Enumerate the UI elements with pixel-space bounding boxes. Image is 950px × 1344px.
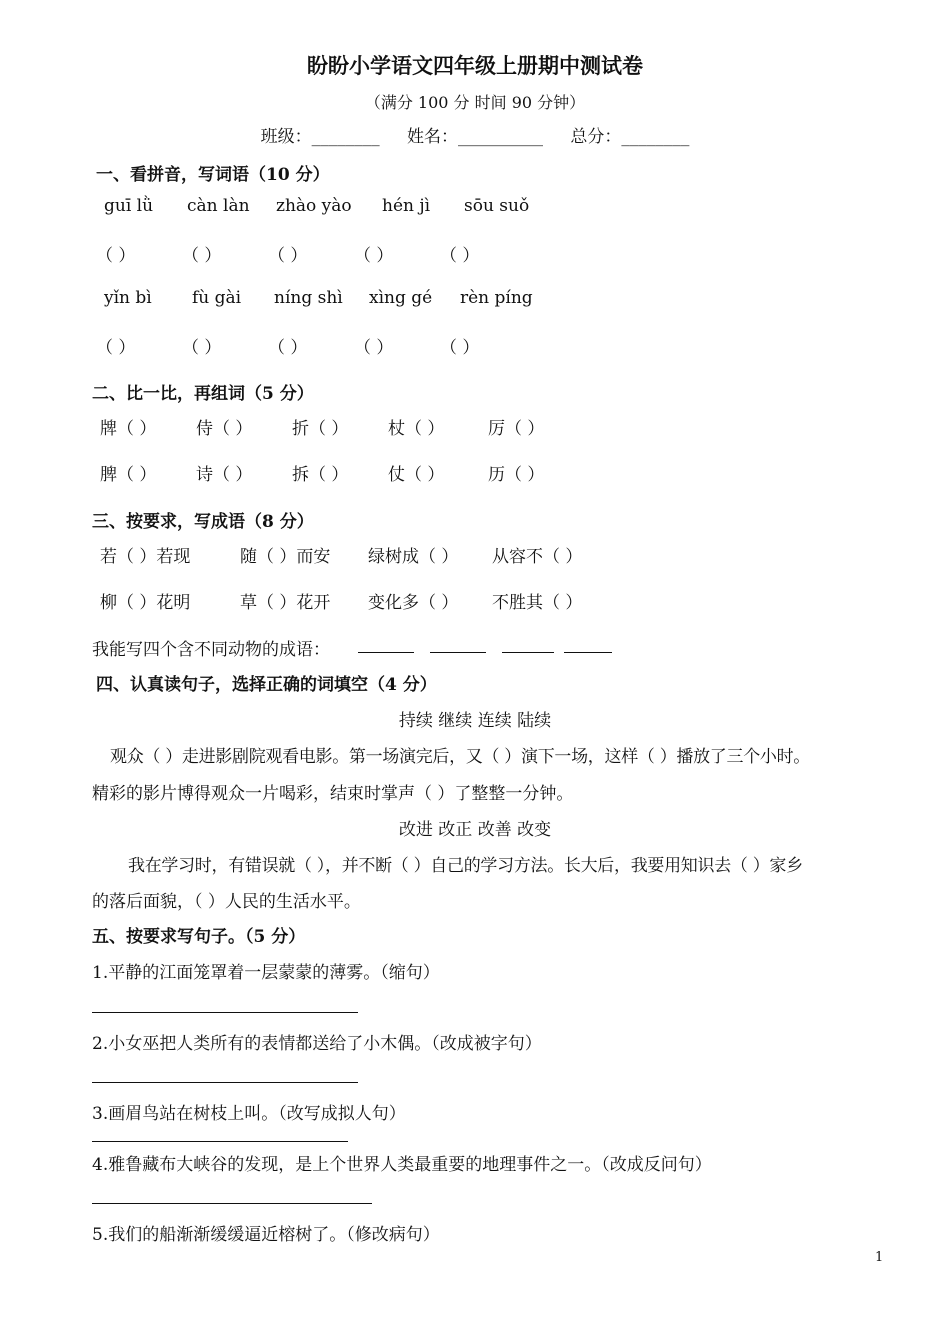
pinyin-item: sōu suǒ [464,196,530,216]
page-number: 1 [875,1250,884,1265]
answer-blank[interactable]: （ ） [96,246,136,266]
answer-blank[interactable]: （ ） [440,246,480,266]
compare-item[interactable]: 侍（ ） [196,419,253,439]
compare-item[interactable]: 厉（ ） [488,419,545,439]
paragraph-1-line-2: 精彩的影片博得观众一片喝彩，结束时掌声（ ）了整整一分钟。 [92,784,574,804]
idiom-item[interactable]: 不胜其（ ） [492,593,583,613]
section2-heading: 二、比一比，再组词（5 分） [92,384,314,404]
paragraph-2-line-2: 的落后面貌，（ ）人民的生活水平。 [92,892,361,912]
name-label: 姓名：__________ [407,127,543,147]
answer-blank[interactable]: （ ） [182,246,222,266]
pinyin-item: hén jì [382,196,431,216]
sentence-task-2: 2.小女巫把人类所有的表情都送给了小木偶。（改成被字句） [92,1034,542,1054]
compare-item[interactable]: 诗（ ） [196,465,253,485]
pinyin-item: guī lǜ [104,196,154,216]
compare-item[interactable]: 牌（ ） [100,419,157,439]
section5-heading: 五、按要求写句子。（5 分） [92,927,306,947]
idiom-item[interactable]: 柳（ ）花明 [100,593,191,613]
sentence-task-4: 4.雅鲁藏布大峡谷的发现，是上个世界人类最重要的地理事件之一。（改成反问句） [92,1155,712,1175]
compare-item[interactable]: 拆（ ） [292,465,349,485]
class-label: 班级：________ [260,127,380,147]
answer-line[interactable] [430,652,486,653]
idiom-item[interactable]: 若（ ）若现 [100,547,191,567]
answer-blank[interactable]: （ ） [354,338,394,358]
pinyin-item: rèn píng [460,288,533,308]
pinyin-item: fù gài [192,288,242,308]
exam-title: 盼盼小学语文四年级上册期中测试卷 [307,53,643,78]
idiom-item[interactable]: 从容不（ ） [492,547,583,567]
pinyin-item: càn làn [187,196,250,216]
idiom-item[interactable]: 变化多（ ） [368,593,459,613]
idiom-item[interactable]: 随（ ）而安 [240,547,331,567]
answer-line[interactable] [358,652,414,653]
pinyin-item: zhào yào [276,196,352,216]
sentence-task-3: 3.画眉鸟站在树枝上叫。（改写成拟人句） [92,1104,406,1124]
answer-line[interactable] [92,1012,358,1013]
answer-blank[interactable]: （ ） [268,338,308,358]
compare-item[interactable]: 脾（ ） [100,465,157,485]
answer-blank[interactable]: （ ） [182,338,222,358]
answer-line[interactable] [92,1203,372,1204]
answer-line[interactable] [502,652,554,653]
pinyin-item: níng shì [274,288,343,308]
exam-subtitle: （满分 100 分 时间 90 分钟） [364,93,586,112]
score-label: 总分：________ [570,127,690,147]
answer-blank[interactable]: （ ） [268,246,308,266]
compare-item[interactable]: 杖（ ） [388,419,445,439]
pinyin-item: xìng gé [369,288,433,308]
answer-line[interactable] [564,652,612,653]
section4-heading: 四、认真读句子，选择正确的词填空（4 分） [96,675,437,695]
sentence-task-5: 5.我们的船渐渐缓缓逼近榕树了。（修改病句） [92,1225,440,1245]
student-info-line [0,122,950,147]
sentence-task-1: 1.平静的江面笼罩着一层蒙蒙的薄雾。（缩句） [92,963,440,983]
section1-heading: 一、看拼音，写词语（10 分） [96,165,330,185]
idiom-item[interactable]: 草（ ）花开 [240,593,331,613]
compare-item[interactable]: 仗（ ） [388,465,445,485]
compare-item[interactable]: 折（ ） [292,419,349,439]
animal-idiom-prompt [92,635,330,660]
compare-item[interactable]: 历（ ） [488,465,545,485]
answer-line[interactable] [92,1082,358,1083]
animal-idiom-label: 我能写四个含不同动物的成语： [92,640,330,660]
answer-blank[interactable]: （ ） [440,338,480,358]
word-options-1: 持续 继续 连续 陆续 [398,711,552,731]
answer-blank[interactable]: （ ） [96,338,136,358]
pinyin-item: yǐn bì [104,288,152,308]
word-options-2: 改进 改正 改善 改变 [398,820,552,840]
idiom-item[interactable]: 绿树成（ ） [368,547,459,567]
paragraph-2-line-1: 我在学习时，有错误就（ ），并不断（ ）自己的学习方法。长大后，我要用知识去（ ）家乡 [128,856,803,876]
paragraph-1-line-1: 观众（ ）走进影剧院观看电影。第一场演完后，又（ ）演下一场，这样（ ）播放了三个小时。 [110,747,811,767]
answer-line[interactable] [92,1141,348,1142]
section3-heading: 三、按要求，写成语（8 分） [92,512,314,532]
answer-blank[interactable]: （ ） [354,246,394,266]
